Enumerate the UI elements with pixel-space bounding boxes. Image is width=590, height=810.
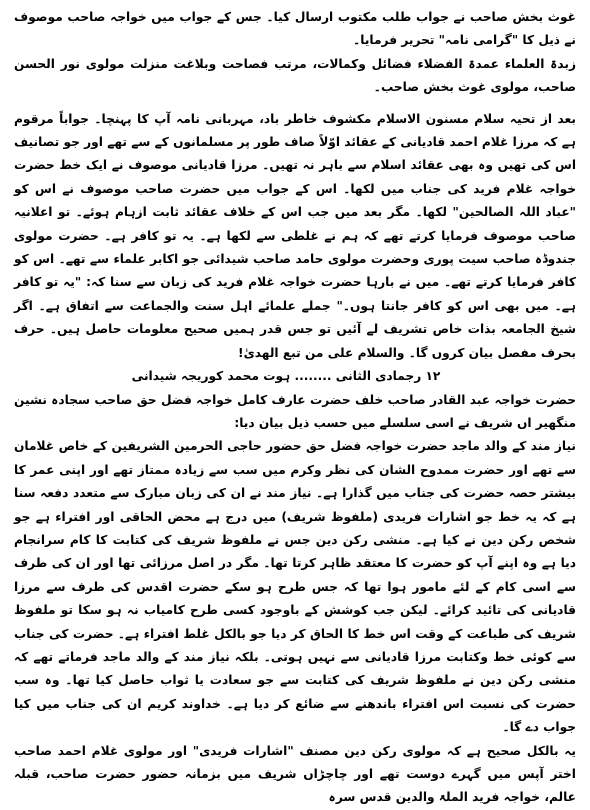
salutation-paragraph: زبدۃ العلماء عمدۃ الفضلاء فضائل وکمالات، مرتب فصاحت وبلاغت منزلت مولوی نور الحسن صاحب، مولوی غوث بخش صاحب۔ (14, 56, 576, 95)
statement-body-paragraph: نیاز مند کے والد ماجد حضرت خواجہ فضل حق حضور حاجی الحرمین الشریفین کے خاص غلامان سے تھے اور حضرت ممدوح الشان کی نظر وکرم میں سب سے زیادہ ممتاز تھے اور اپنی عمر کا بیشتر حصہ حضرت کی جناب میں گذارا ہے۔ نیاز مند نے ان کی زبان مبارک سے متعدد دفعہ سنا ہے کہ یہ خط جو اشارات فریدی (ملفوظ شریف) میں درج ہے محض الحاقی اور افتراء ہے جو شخص رکن دین نے کیا ہے۔ منشی رکن دین جس نے ملفوظ شریف کی کتابت کا کام سرانجام دیا ہے وہ اپنے آپ کو حضرت کا معتقد ظاہر کرتا تھا۔ مگر در اصل مرزائی تھا اور ان کی طرف سے اسی کام کے لئے مامور ہوا تھا کہ جس طرح ہو سکے حضرت اقدس کی طرف سے مرزا قادیانی کی تائید کرائے۔ لیکن جب کوشش کے باوجود کسی طرح کامیاب نہ ہو سکا تو ملفوظ شریف کی طباعت کے وقت اس خط کا الحاق کر دیا جو بالکل غلط افتراء ہے۔ حضرت کی جناب سے کوئی خط وکتابت مرزا قادیانی سے نہیں ہوتی۔ بلکہ نیاز مند کے والد ماجد فرماتے تھے کہ منشی رکن دین نے ملفوظ شریف کی کتابت سے جو سعادت یا ثواب حاصل کیا تھا۔ وہ سب حضرت کی نسبت اس افتراء باندھنے سے ضائع کر دیا ہے۔ خداوند کریم ان کی جناب میں کیا جواب دے گا۔ (14, 439, 576, 735)
statement-intro-paragraph: حضرت خواجہ عبد القادر صاحب خلف حضرت عارف کامل خواجہ فضل حق صاحب سجادہ نشین منگھیر اں شریف نے اسی سلسلے میں حسب ذیل بیان دیا: (14, 392, 576, 430)
paragraph-spacer (14, 100, 576, 108)
closing-paragraph: یہ بالکل صحیح ہے کہ مولوی رکن دین مصنف "اشارات فریدی" اور مولوی غلام احمد صاحب اختر آپس میں گہرے دوست تھے اور چاچڑاں شریف میں بزمانہ حضور حضرت صاحب، قبلہ عالم، خواجہ فرید الملۃ والدین قدس سرہ (14, 743, 576, 805)
letter-body-paragraph: بعد از تحیہ سلام مسنون الاسلام مکشوف خاطر باد، مہربانی نامہ آپ کا پہنچا۔ جواباً مرقوم ہے کہ مرزا غلام احمد قادیانی کے عقائد اوّلاً صاف طور پر مسلمانوں کے سے تھے اور جو تصانیف اس کی تھیں وہ بھی عقائد اسلام سے باہر نہ تھیں۔ مرزا قادیانی موصوف نے ایک خط حضرت خواجہ غلام فرید کی جناب میں لکھا۔ اس کے جواب میں حضرت صاحب موصوف نے اس کو "عباد اللہ الصالحین" لکھا۔ مگر بعد میں جب اس کے خلاف عقائد ثابت ازہام ہوئے۔ تو اعلانیہ صاحب موصوف فرمایا کرتے تھے کہ ہم نے غلطی سے لکھا ہے۔ یہ تو کافر ہے۔ حضرت مولوی جندوڈہ صاحب سیت پوری وحضرت مولوی حامد صاحب شیدائی جو اکابر علماء سے تھے۔ اس کو کافر فرمایا کرتے تھے۔ میں نے بارہا حضرت خواجہ غلام فرید کی زبان سے سنا کہ: "یہ تو کافر ہے۔ میں بھی اس کو کافر جانتا ہوں۔" جملے علمائے اہل سنت والجماعت سے اتفاق ہے۔ اگر شیخ الجامعہ بذات خاص تشریف لے آئیں تو جس قدر ہمیں صحیح معلومات حاصل ہیں۔ حرف بحرف مفصل بیان کروں گا۔ والسلام علی من تبع الھدیٰ! (14, 111, 576, 360)
intro-paragraph: غوث بخش صاحب نے جواب طلب مکتوب ارسال کیا۔ جس کے جواب میں خواجہ صاحب موصوف نے ذیل کا "گرامی نامہ" تحریر فرمایا۔ (14, 10, 576, 48)
letter-signature: ١٢ رجمادی الثانی ........ ہوت محمد کوریجہ شیدانی (131, 369, 441, 384)
